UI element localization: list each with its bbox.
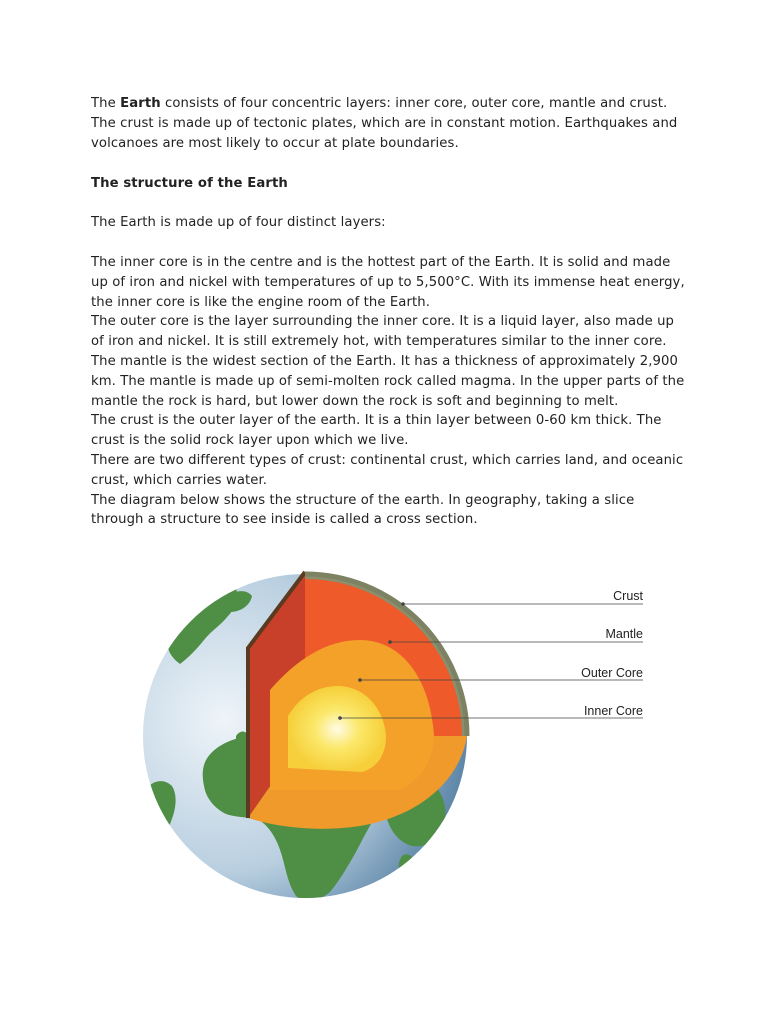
mantle-label: Mantle [605,627,643,641]
intro-prefix: The [91,96,121,111]
section-subheading: The Earth is made up of four distinct layers: [91,215,386,230]
land-madagascar [399,854,414,877]
section-heading: The structure of the Earth [91,176,288,191]
crust-leader-dot [401,602,405,606]
crust-label: Crust [613,589,643,603]
mantle-leader-dot [388,640,392,644]
paragraph-crust-types: There are two different types of crust: continental crust, which carries land, and oceanic crust, which carries water. [91,452,684,488]
outer-core-leader-dot [358,678,362,682]
paragraph-outer-core: The outer core is the layer surrounding the inner core. It is a liquid layer, also made up of iron and nickel. It is still extremely hot, with temperatures similar to the inner core. [91,314,675,350]
intro-rest: consists of four concentric layers: inner core, outer core, mantle and crust. The crust is made up of tectonic plates, which are in constant motion. Earthquakes and volcanoes are most likely to occur at plate boundaries. [91,96,678,151]
outer-core-label: Outer Core [581,666,643,680]
paragraph-inner-core: The inner core is in the centre and is the hottest part of the Earth. It is solid and made up of iron and nickel with temperatures of up to 5,500°C. With its immense heat energy, the inner core is like the engine room of the Earth. [91,255,685,310]
intro-bold-word: Earth [120,96,161,111]
paragraph-mantle: The mantle is the widest section of the Earth. It has a thickness of approximately 2,900 km. The mantle is made up of semi-molten rock called magma. In the upper parts of the mantle the rock is hard, but lower down the rock is soft and beginning to melt. [91,353,685,409]
land-south-america [142,781,176,852]
paragraph-cross-section: The diagram below shows the structure of the earth. In geography, taking a slice through a structure to see inside is called a cross section. [91,492,635,528]
inner-core-label: Inner Core [583,704,643,718]
paragraph-crust: The crust is the outer layer of the earth. It is a thin layer between 0-60 km thick. The crust is the solid rock layer upon which we live. [91,413,662,449]
inner-core-leader-dot [338,716,342,720]
